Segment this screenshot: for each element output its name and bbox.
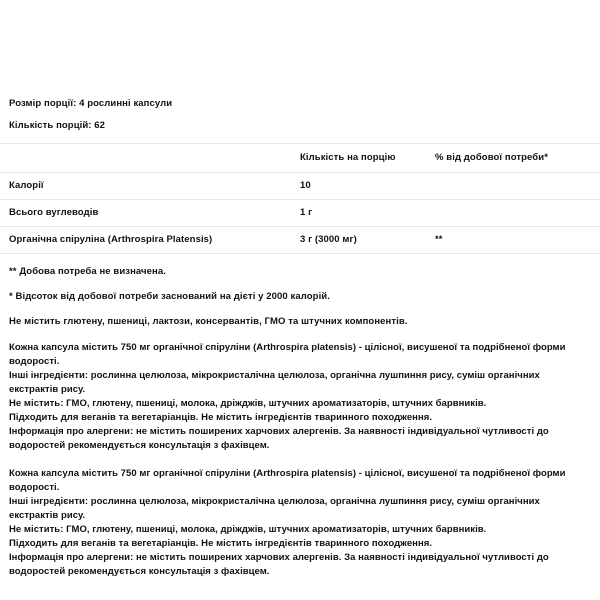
description-capsule-content: Кожна капсула містить 750 мг органічної спіруліни (Arthrospira platensis) - цілісної, висушеної та подрібненої форми водорості. xyxy=(9,468,566,493)
column-header-daily-value: % від добової потреби* xyxy=(435,152,548,163)
serving-size-line: Розмір порції: 4 рослинні капсули xyxy=(9,98,173,109)
description-capsule-content: Кожна капсула містить 750 мг органічної спіруліни (Arthrospira platensis) - цілісної, висушеної та подрібненої форми водорості. xyxy=(9,342,566,367)
table-row xyxy=(0,227,600,254)
footnote-daily-value-not-established: ** Добова потреба не визначена. xyxy=(9,266,166,277)
nutrient-amount: 3 г (3000 мг) xyxy=(300,234,357,245)
nutrient-name: Органічна спіруліна (Arthrospira Platensis) xyxy=(9,234,213,245)
servings-per-container-line: Кількість порцій: 62 xyxy=(9,120,106,131)
description-block-2 xyxy=(9,467,591,579)
table-row xyxy=(0,173,600,200)
nutrient-name: Калорії xyxy=(9,180,44,191)
description-other-ingredients: Інші інгредієнти: рослинна целюлоза, мікрокристалічна целюлоза, органічна лушпиння рису, суміш органічних екстрактів рису. xyxy=(9,496,540,521)
description-other-ingredients: Інші інгредієнти: рослинна целюлоза, мікрокристалічна целюлоза, органічна лушпиння рису, суміш органічних екстрактів рису. xyxy=(9,370,540,395)
footnote-percent-daily-value-basis: * Відсоток від добової потреби заснований на дієті у 2000 калорій. xyxy=(9,291,330,302)
description-vegan-suitable: Підходить для веганів та вегетаріанців. Не містить інгредієнтів тваринного походження. xyxy=(9,412,433,423)
nutrient-amount: 10 xyxy=(300,180,311,191)
description-free-from: Не містить: ГМО, глютену, пшениці, молока, дріжджів, штучних ароматизаторів, штучних барвників. xyxy=(9,398,487,409)
column-header-nutrient xyxy=(0,144,300,173)
footnotes-section xyxy=(9,254,591,328)
description-vegan-suitable: Підходить для веганів та вегетаріанців. Не містить інгредієнтів тваринного походження. xyxy=(9,538,433,549)
nutrition-table-body xyxy=(0,173,600,254)
nutrient-daily-value xyxy=(435,173,600,200)
nutrition-facts-table xyxy=(0,143,600,254)
column-header-amount-per-serving: Кількість на порцію xyxy=(300,152,396,163)
nutrition-table-head xyxy=(0,144,600,173)
serving-info xyxy=(9,0,591,132)
nutrient-name: Всього вуглеводів xyxy=(9,207,99,218)
table-row xyxy=(0,200,600,227)
nutrient-amount: 1 г xyxy=(300,207,313,218)
description-block-1 xyxy=(9,341,591,453)
nutrient-daily-value xyxy=(435,200,600,227)
description-allergen-info: Інформація про алергени: не містить поширених харчових алергенів. За наявності індивідуальної чутливості до водоростей рекомендується консультація з фахівцем. xyxy=(9,426,549,451)
description-free-from: Не містить: ГМО, глютену, пшениці, молока, дріжджів, штучних ароматизаторів, штучних барвників. xyxy=(9,524,487,535)
footnote-free-from-statement: Не містить глютену, пшениці, лактози, консервантів, ГМО та штучних компонентів. xyxy=(9,316,408,327)
nutrition-table-header-row xyxy=(0,144,600,173)
nutrient-daily-value: ** xyxy=(435,234,443,245)
description-allergen-info: Інформація про алергени: не містить поширених харчових алергенів. За наявності індивідуальної чутливості до водоростей рекомендується консультація з фахівцем. xyxy=(9,552,549,577)
